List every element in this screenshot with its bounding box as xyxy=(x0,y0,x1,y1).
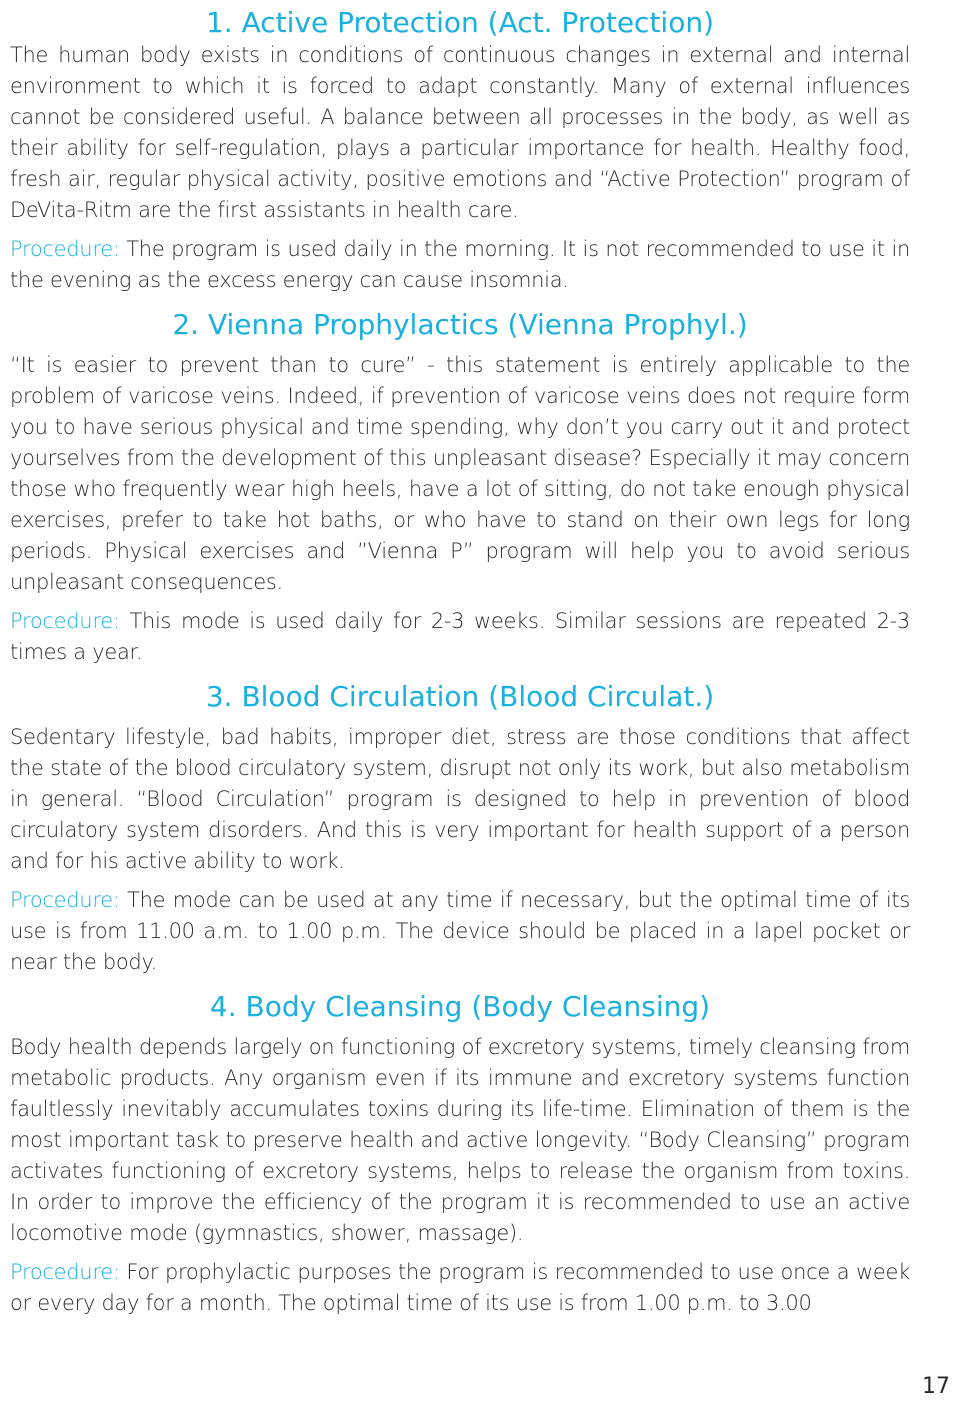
procedure-text: The mode can be used at any time if necessary, but the optimal time of its use is from 11.00 a.m. to 1.00 p.m. The device should be placed in a lapel pocket or near the body. xyxy=(10,888,910,974)
section-4-heading: 4. Body Cleansing (Body Cleansing) xyxy=(209,990,711,1023)
section-2-heading: 2. Vienna Prophylactics (Vienna Prophyl.) xyxy=(172,308,748,341)
section-3-heading: 3. Blood Circulation (Blood Circulat.) xyxy=(205,680,715,713)
procedure-label: Procedure: xyxy=(10,237,120,261)
section-4-body: Body health depends largely on functioning of excretory systems, timely cleansing from metabolic products. Any organism even if its immune and excretory systems function faultlessly inevitably accumulates toxins during its life-time. Elimination of them is the most important task to preserve health and active longevity. “Body Cleansing” program activates functioning of excretory systems, helps to release the organism from toxins. In order to improve the efficiency of the program it is recommended to use an active locomotive mode (gymnastics, shower, massage). xyxy=(10,1035,910,1245)
section-4-procedure xyxy=(10,1257,910,1319)
procedure-label: Procedure: xyxy=(10,1260,120,1284)
section-3-body: Sedentary lifestyle, bad habits, improper diet, stress are those conditions that affect the state of the blood circulatory system, disrupt not only its work, but also metabolism in general. “Blood Circulation” program is designed to help in prevention of blood circulatory system disorders. And this is very important for health support of a person and for his active ability to work. xyxy=(10,725,910,873)
section-1-heading: 1. Active Protection (Act. Protection) xyxy=(205,6,715,39)
procedure-text: For prophylactic purposes the program is recommended to use once a week or every day for a month. The optimal time of its use is from 1.00 p.m. to 3.00 xyxy=(10,1260,910,1315)
procedure-label: Procedure: xyxy=(10,888,120,912)
page-number: 17 xyxy=(922,1374,950,1399)
document-page xyxy=(10,0,910,1319)
section-1-procedure xyxy=(10,234,910,296)
procedure-text: This mode is used daily for 2-3 weeks. Similar sessions are repeated 2-3 times a year. xyxy=(10,609,910,664)
section-1-body: The human body exists in conditions of continuous changes in external and internal environment to which it is forced to adapt constantly. Many of external influences cannot be considered useful. A balance between all processes in the body, as well as their ability for self-regulation, plays a particular importance for health. Healthy food, fresh air, regular physical activity, positive emotions and “Active Protection” program of DeVita-Ritm are the first assistants in health care. xyxy=(10,43,910,222)
procedure-text: The program is used daily in the morning. It is not recommended to use it in the evening as the excess energy can cause insomnia. xyxy=(10,237,910,292)
section-2-body: “It is easier to prevent than to cure” - this statement is entirely applicable to the problem of varicose veins. Indeed, if prevention of varicose veins does not require form you to have serious physical and time spending, why don’t you carry out it and protect yourselves from the development of this unpleasant disease? Especially it may concern those who frequently wear high heels, have a lot of sitting, do not take enough physical exercises, prefer to take hot baths, or who have to stand on their own legs for long periods. Physical exercises and ”Vienna P” program will help you to avoid serious unpleasant consequences. xyxy=(10,353,910,594)
section-3-procedure xyxy=(10,885,910,978)
procedure-label: Procedure: xyxy=(10,609,120,633)
section-2-procedure xyxy=(10,606,910,668)
